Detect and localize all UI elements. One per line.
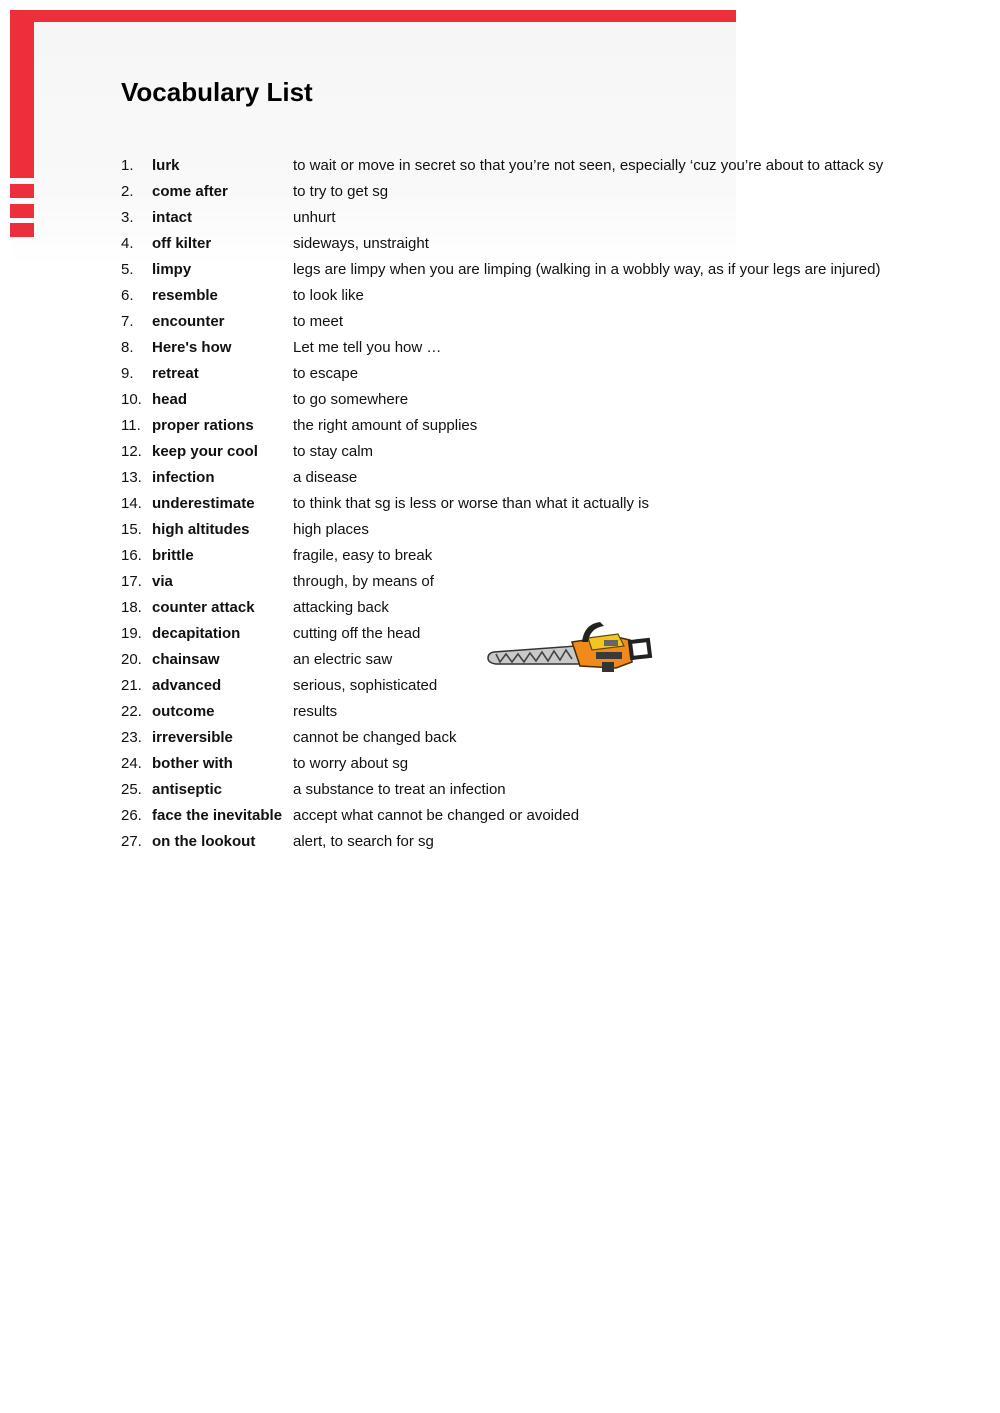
item-number: 26. xyxy=(121,807,142,824)
list-item xyxy=(121,777,901,803)
item-number: 11. xyxy=(121,417,141,434)
vocab-definition: cutting off the head xyxy=(293,625,421,642)
red-stripe xyxy=(10,204,34,218)
item-number: 21. xyxy=(121,677,142,694)
item-number: 1. xyxy=(121,157,134,174)
vocab-term: antiseptic xyxy=(152,781,223,798)
item-number: 7. xyxy=(121,313,134,330)
list-item xyxy=(121,569,901,595)
vocab-term: bother with xyxy=(152,755,233,772)
vocab-definition: attacking back xyxy=(293,599,389,616)
vocab-term: limpy xyxy=(152,261,192,278)
vocab-term: head xyxy=(152,391,188,408)
item-number: 6. xyxy=(121,287,134,304)
vocab-term: infection xyxy=(152,469,215,486)
item-number: 18. xyxy=(121,599,142,616)
vocab-definition: an electric saw xyxy=(293,651,393,668)
list-item xyxy=(121,309,901,335)
list-item xyxy=(121,231,901,257)
red-side-bar xyxy=(10,10,34,178)
item-number: 25. xyxy=(121,781,142,798)
list-item xyxy=(121,803,901,829)
vocab-definition: accept what cannot be changed or avoided xyxy=(293,807,580,824)
list-item xyxy=(121,725,901,751)
vocab-term: irreversible xyxy=(152,729,233,746)
chainsaw-icon xyxy=(484,616,654,692)
vocab-term: underestimate xyxy=(152,495,255,512)
item-number: 15. xyxy=(121,521,142,538)
vocab-definition: results xyxy=(293,703,338,720)
list-item xyxy=(121,413,901,439)
vocab-term: via xyxy=(152,573,173,590)
vocab-definition: legs are limpy when you are limping (walking in a wobbly way, as if your legs are injured) xyxy=(293,261,881,278)
list-item xyxy=(121,361,901,387)
item-number: 20. xyxy=(121,651,142,668)
item-number: 10. xyxy=(121,391,142,408)
vocab-definition: serious, sophisticated xyxy=(293,677,438,694)
vocab-definition: cannot be changed back xyxy=(293,729,457,746)
item-number: 24. xyxy=(121,755,142,772)
vocab-definition: to wait or move in secret so that you’re not seen, especially ‘cuz you’re about to attack sy xyxy=(293,157,884,174)
vocabulary-list xyxy=(121,153,901,855)
vocab-definition: a substance to treat an infection xyxy=(293,781,506,798)
list-item xyxy=(121,543,901,569)
red-stripe xyxy=(10,223,34,237)
vocab-definition: fragile, easy to break xyxy=(293,547,433,564)
list-item xyxy=(121,335,901,361)
vocab-term: lurk xyxy=(152,157,180,174)
list-item xyxy=(121,829,901,855)
item-number: 2. xyxy=(121,183,134,200)
vocab-term: outcome xyxy=(152,703,215,720)
list-item xyxy=(121,205,901,231)
vocab-definition: a disease xyxy=(293,469,358,486)
vocab-term: encounter xyxy=(152,313,225,330)
vocab-term: come after xyxy=(152,183,228,200)
vocab-definition: to stay calm xyxy=(293,443,374,460)
vocab-term: brittle xyxy=(152,547,194,564)
item-number: 13. xyxy=(121,469,142,486)
item-number: 23. xyxy=(121,729,142,746)
vocab-definition: Let me tell you how … xyxy=(293,339,442,356)
vocab-term: off kilter xyxy=(152,235,212,252)
vocab-definition: high places xyxy=(293,521,369,538)
vocab-term: high altitudes xyxy=(152,521,250,538)
list-item xyxy=(121,257,901,283)
vocab-definition: to worry about sg xyxy=(293,755,409,772)
page-title: Vocabulary List xyxy=(121,77,313,107)
vocab-definition: alert, to search for sg xyxy=(293,833,434,850)
vocab-term: keep your cool xyxy=(152,443,258,460)
vocab-term: on the lookout xyxy=(152,833,256,850)
item-number: 3. xyxy=(121,209,134,226)
vocab-definition: to think that sg is less or worse than what it actually is xyxy=(293,495,649,512)
vocab-term: face the inevitable xyxy=(152,807,283,824)
list-item xyxy=(121,387,901,413)
list-item xyxy=(121,699,901,725)
item-number: 9. xyxy=(121,365,134,382)
item-number: 22. xyxy=(121,703,142,720)
vocab-term: counter attack xyxy=(152,599,255,616)
list-item xyxy=(121,153,901,179)
vocab-term: Here's how xyxy=(152,339,232,356)
item-number: 17. xyxy=(121,573,142,590)
list-item xyxy=(121,491,901,517)
item-number: 4. xyxy=(121,235,134,252)
item-number: 8. xyxy=(121,339,134,356)
vocab-term: retreat xyxy=(152,365,199,382)
vocab-definition: to look like xyxy=(293,287,364,304)
vocab-definition: to meet xyxy=(293,313,344,330)
vocab-definition: to go somewhere xyxy=(293,391,409,408)
item-number: 27. xyxy=(121,833,142,850)
vocab-term: intact xyxy=(152,209,193,226)
list-item xyxy=(121,179,901,205)
list-item xyxy=(121,283,901,309)
vocab-term: proper rations xyxy=(152,417,254,434)
vocab-term: decapitation xyxy=(152,625,241,642)
vocab-definition: to try to get sg xyxy=(293,183,389,200)
vocab-definition: the right amount of supplies xyxy=(293,417,478,434)
item-number: 12. xyxy=(121,443,142,460)
vocab-definition: unhurt xyxy=(293,209,336,226)
red-top-bar xyxy=(10,10,736,22)
red-stripe xyxy=(10,184,34,198)
vocab-term: resemble xyxy=(152,287,218,304)
vocab-definition: sideways, unstraight xyxy=(293,235,429,252)
item-number: 5. xyxy=(121,261,134,278)
list-item xyxy=(121,465,901,491)
vocab-term: chainsaw xyxy=(152,651,220,668)
item-number: 14. xyxy=(121,495,142,512)
vocab-definition: through, by means of xyxy=(293,573,434,590)
item-number: 19. xyxy=(121,625,142,642)
list-item xyxy=(121,751,901,777)
vocab-definition: to escape xyxy=(293,365,359,382)
list-item xyxy=(121,439,901,465)
list-item xyxy=(121,517,901,543)
vocab-term: advanced xyxy=(152,677,222,694)
item-number: 16. xyxy=(121,547,142,564)
